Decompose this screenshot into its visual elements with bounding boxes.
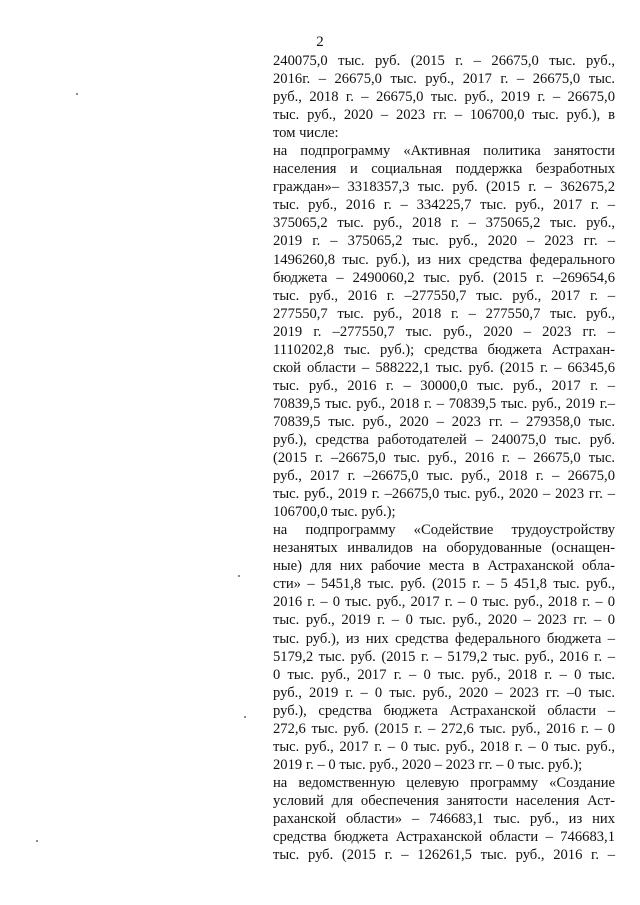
text-line: 2019 г. – 375065,2 тыс. руб., 2020 – 2023 гг. – — [273, 233, 615, 250]
text-line: на подпрограмму «Активная политика занятости — [273, 143, 615, 160]
text-line: средства бюджета Астраханской области – 746683,1 — [273, 829, 615, 846]
text-line: 375065,2 тыс. руб., 2018 г. – 375065,2 тыс. руб., — [273, 215, 615, 232]
text-line: руб., 2017 г. –26675,0 тыс. руб., 2018 г. – 26675,0 — [273, 468, 615, 485]
text-line: бюджета – 2490060,2 тыс. руб. (2015 г. –269654,6 — [273, 269, 615, 286]
text-line: 272,6 тыс. руб. (2015 г. – 272,6 тыс. руб., 2016 г. – 0 — [273, 720, 615, 737]
text-line: раханской области» – 746683,1 тыс. руб., из них — [273, 810, 615, 827]
text-line: 240075,0 тыс. руб. (2015 г. – 26675,0 тыс. руб., — [273, 53, 615, 69]
scan-speck — [238, 575, 240, 577]
text-line: незанятых инвалидов на оборудованные (оснащен- — [273, 540, 615, 557]
document-body — [273, 52, 615, 864]
text-line: 2019 г. –277550,7 тыс. руб., 2020 – 2023 гг. – — [273, 323, 615, 340]
text-line: 70839,5 тыс. руб., 2020 – 2023 гг. – 279358,0 тыс. — [273, 413, 615, 430]
text-line: (2015 г. –26675,0 тыс. руб., 2016 г. – 26675,0 тыс. — [273, 450, 615, 467]
scan-speck — [76, 93, 78, 95]
text-line: руб.), средства бюджета Астраханской области – — [273, 702, 615, 719]
text-line: условий для обеспечения занятости населения Аст- — [273, 792, 615, 809]
text-line: населения и социальная поддержка безработных — [273, 161, 615, 178]
text-line: 2016 г. – 0 тыс. руб., 2017 г. – 0 тыс. руб., 2018 г. – 0 — [273, 594, 615, 611]
text-line: 2019 г. – 0 тыс. руб., 2020 – 2023 гг. – 0 тыс. руб.); — [273, 756, 583, 773]
text-line: тыс. руб., 2016 г. –277550,7 тыс. руб., 2017 г. – — [273, 287, 615, 304]
text-line: тыс. руб., 2016 г. – 334225,7 тыс. руб., 2017 г. – — [273, 197, 615, 214]
text-line: руб.), средства работодателей – 240075,0 тыс. руб. — [273, 431, 615, 448]
text-line: 1496260,8 тыс. руб.), из них средства федерального — [273, 251, 615, 268]
text-line: тыс. руб., 2020 – 2023 гг. – 106700,0 тыс. руб.), в — [273, 107, 615, 124]
text-line: 106700,0 тыс. руб.); — [273, 504, 396, 521]
text-line: на подпрограмму «Содействие трудоустройству — [273, 522, 615, 539]
text-line: на ведомственную целевую программу «Создание — [273, 774, 615, 791]
text-line: том числе: — [273, 125, 339, 142]
text-line: тыс. руб., 2017 г. – 0 тыс. руб., 2018 г. – 0 тыс. руб., — [273, 738, 615, 755]
text-line: руб., 2019 г. – 0 тыс. руб., 2020 – 2023 гг. –0 тыс. — [273, 684, 615, 701]
text-line: сти» – 5451,8 тыс. руб. (2015 г. – 5 451,8 тыс. руб., — [273, 576, 615, 593]
text-line: 0 тыс. руб., 2017 г. – 0 тыс. руб., 2018 г. – 0 тыс. — [273, 666, 615, 683]
text-line: руб., 2018 г. – 26675,0 тыс. руб., 2019 г. – 26675,0 — [273, 89, 615, 106]
text-line: 1110202,8 тыс. руб.); средства бюджета Астрахан- — [273, 341, 615, 358]
scan-speck — [36, 840, 38, 842]
text-line: ской области – 588222,1 тыс. руб. (2015 г. – 66345,6 — [273, 359, 615, 376]
text-line: 70839,5 тыс. руб., 2018 г. – 70839,5 тыс. руб., 2019 г.– — [273, 395, 615, 412]
text-line: 277550,7 тыс. руб., 2018 г. – 277550,7 тыс. руб., — [273, 305, 615, 322]
text-line: тыс. руб.), из них средства федерального бюджета – — [273, 630, 615, 647]
text-line: 5179,2 тыс. руб. (2015 г. – 5179,2 тыс. руб., 2016 г. – — [273, 648, 615, 665]
text-line: тыс. руб., 2016 г. – 30000,0 тыс. руб., 2017 г. – — [273, 377, 615, 394]
scan-speck — [244, 716, 246, 718]
text-line: тыс. руб., 2019 г. –26675,0 тыс. руб., 2020 – 2023 гг. – — [273, 486, 615, 503]
text-line: 2016г. – 26675,0 тыс. руб., 2017 г. – 26675,0 тыс. — [273, 71, 615, 88]
text-line: ные) для них рабочие места в Астраханской обла- — [273, 558, 615, 575]
text-line: тыс. руб. (2015 г. – 126261,5 тыс. руб., 2016 г. – — [273, 847, 615, 864]
page-number: 2 — [316, 34, 324, 50]
text-line: граждан»– 3318357,3 тыс. руб. (2015 г. – 362675,2 — [273, 179, 615, 196]
text-line: тыс. руб., 2019 г. – 0 тыс. руб., 2020 – 2023 гг. – 0 — [273, 612, 615, 629]
